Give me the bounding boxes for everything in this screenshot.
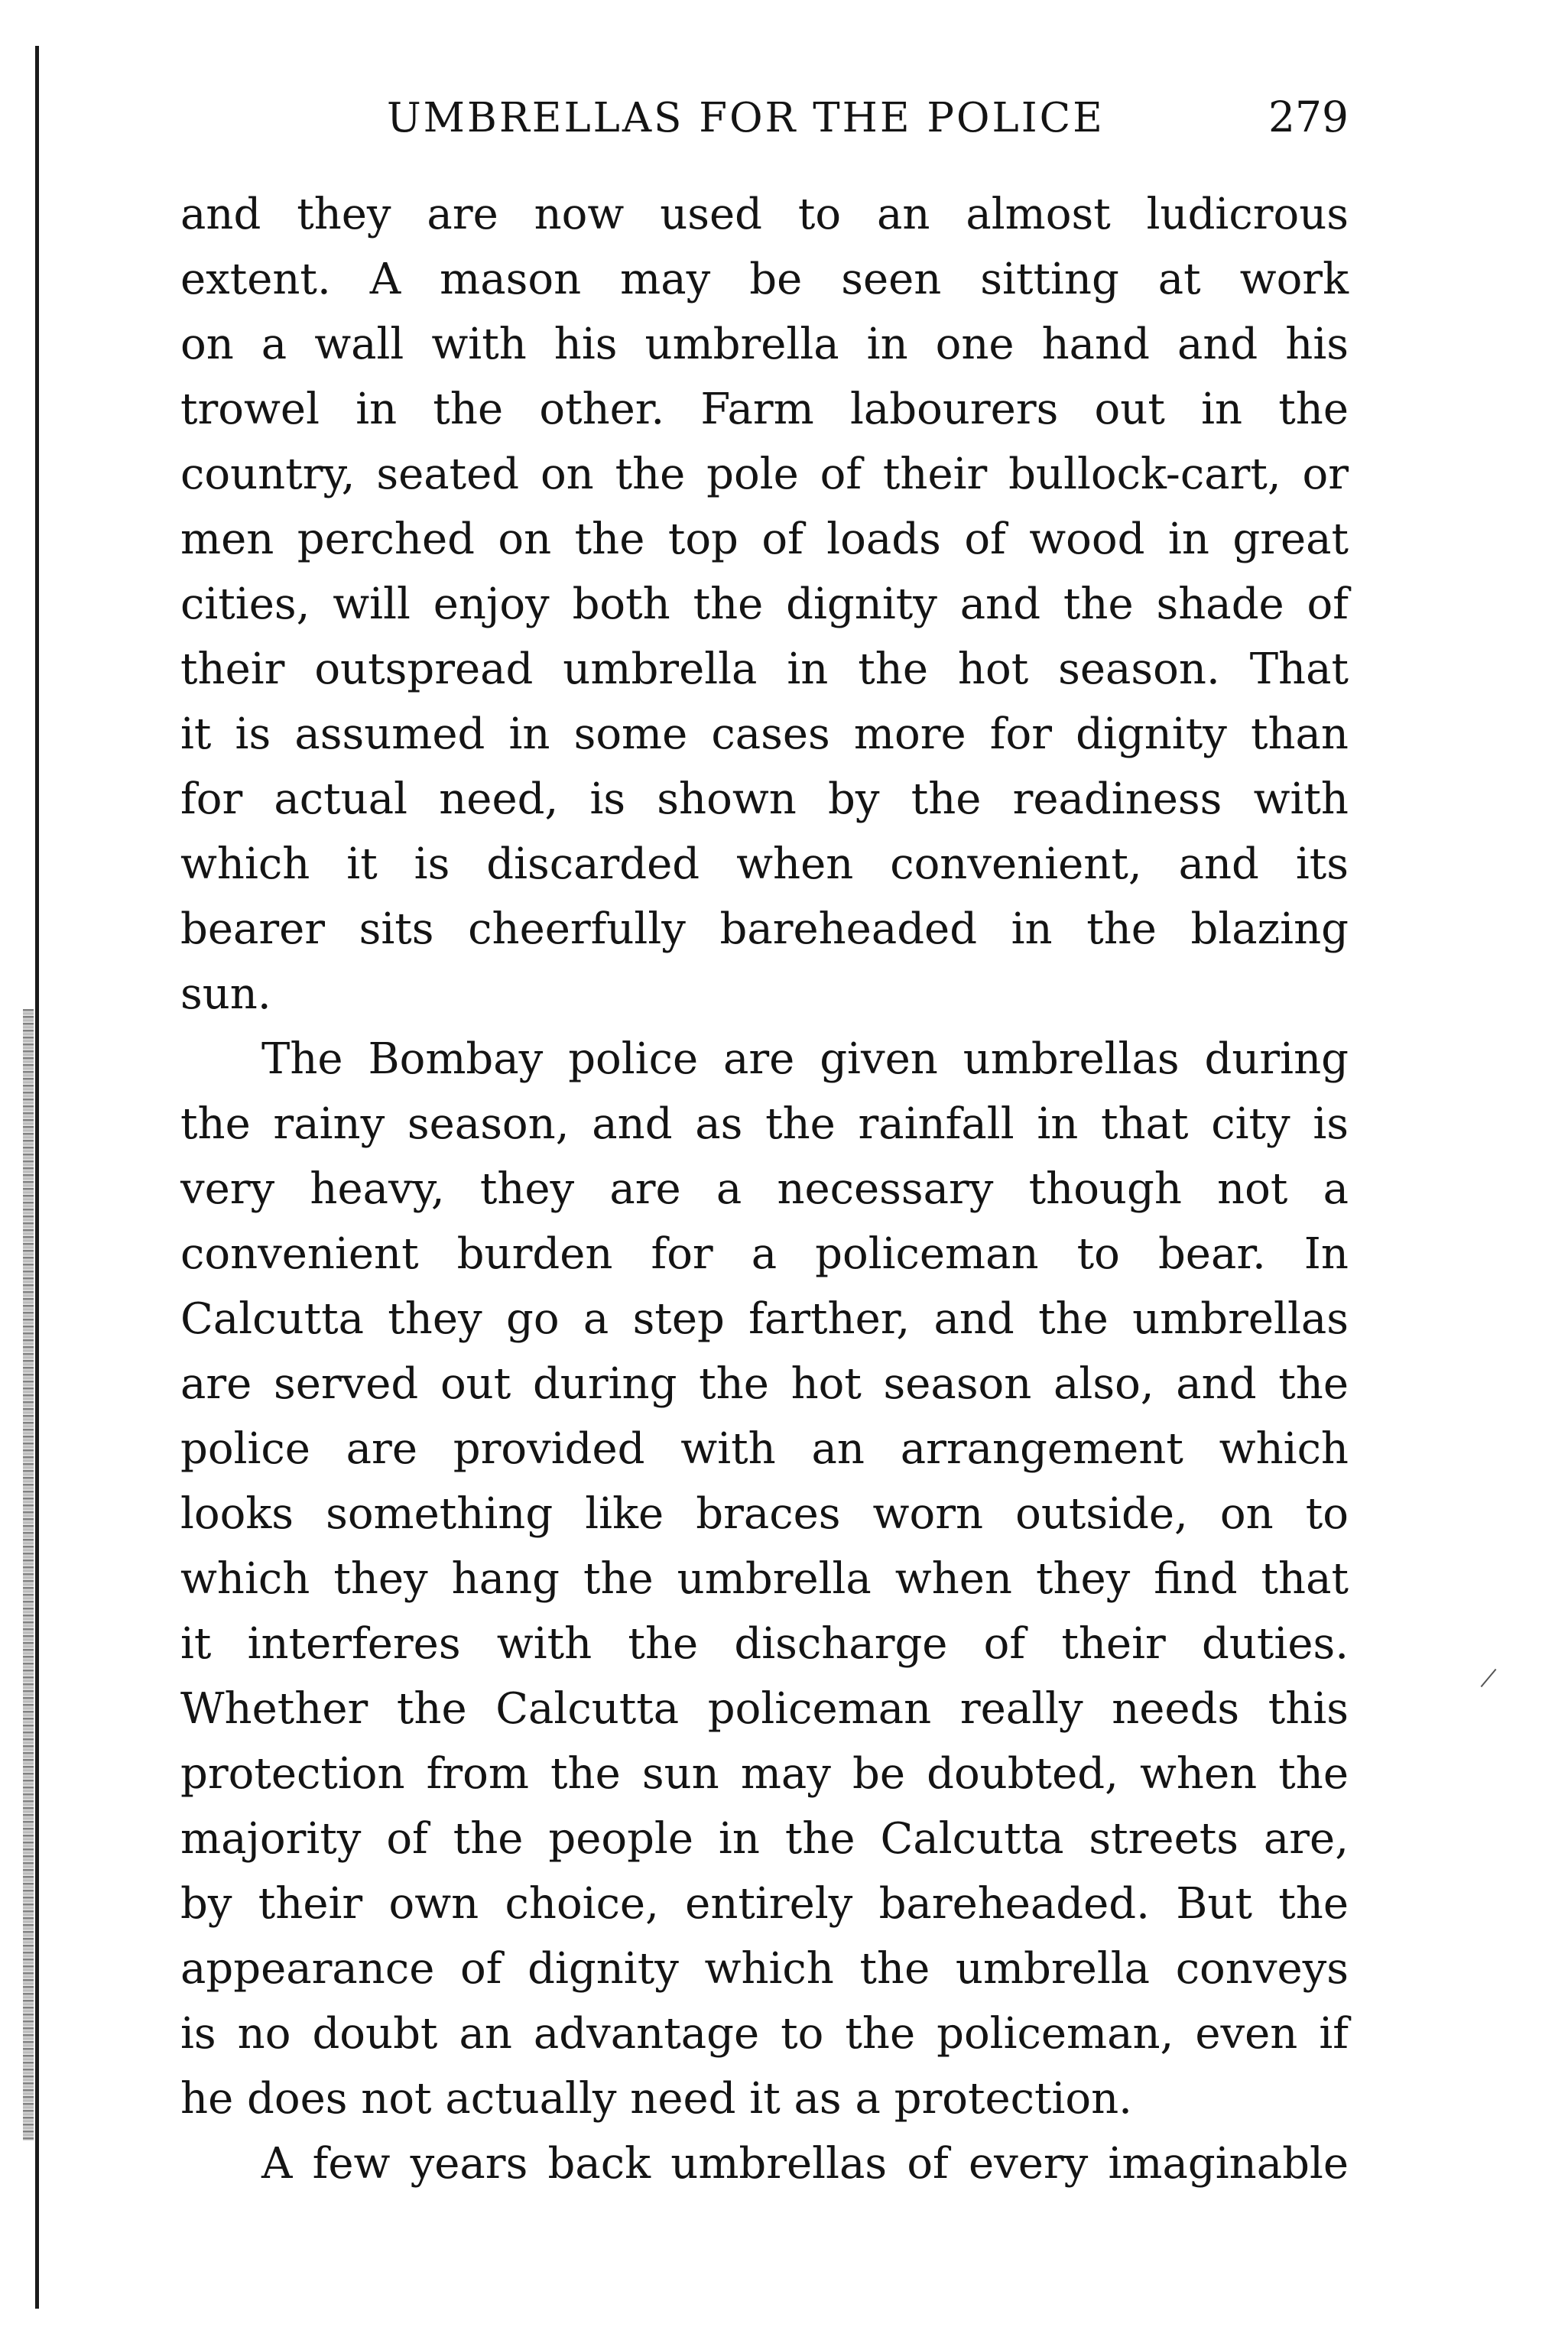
text-line: for actual need, is shown by the readiness with — [180, 774, 1349, 824]
text-line: A few years back umbrellas of every imaginable — [261, 2139, 1349, 2189]
text-line: country, seated on the pole of their bullock-cart, or — [180, 449, 1349, 499]
text-line: extent. A mason may be seen sitting at work — [180, 255, 1349, 304]
text-line: men perched on the top of loads of wood in great — [180, 514, 1349, 564]
text-line: The Bombay police are given umbrellas during — [261, 1034, 1349, 1084]
text-line: police are provided with an arrangement which — [180, 1424, 1349, 1474]
text-line: which they hang the umbrella when they find that — [180, 1554, 1349, 1604]
text-line: the rainy season, and as the rainfall in that city is — [180, 1099, 1349, 1149]
text-line: Calcutta they go a step farther, and the umbrellas — [180, 1294, 1349, 1344]
text-line: he does not actually need it as a protection. — [180, 2074, 1132, 2124]
body-text — [180, 182, 1349, 2196]
text-line: very heavy, they are a necessary though not a — [180, 1164, 1349, 1214]
text-line: it is assumed in some cases more for dignity than — [180, 709, 1349, 759]
text-line: trowel in the other. Farm labourers out in the — [180, 385, 1349, 434]
running-title: UMBRELLAS FOR THE POLICE — [387, 95, 1105, 141]
text-line: cities, will enjoy both the dignity and the shade of — [180, 579, 1349, 629]
text-line: their outspread umbrella in the hot season. That — [180, 644, 1349, 694]
binding-shadow-line — [35, 46, 39, 2309]
text-line: looks something like braces worn outside, on to — [180, 1489, 1349, 1539]
page-number: 279 — [1268, 92, 1349, 141]
text-line: are served out during the hot season also, and the — [180, 1359, 1349, 1409]
page-binding-edge — [0, 0, 46, 2327]
stray-pen-mark — [1481, 1669, 1497, 1687]
text-line: majority of the people in the Calcutta streets are, — [180, 1814, 1349, 1864]
text-line: by their own choice, entirely bareheaded. But the — [180, 1879, 1349, 1929]
binding-scan-noise — [23, 1009, 34, 2140]
text-line: protection from the sun may be doubted, when the — [180, 1749, 1349, 1799]
text-line: convenient burden for a policeman to bear. In — [180, 1229, 1349, 1279]
text-line: appearance of dignity which the umbrella conveys — [180, 1944, 1349, 1994]
text-line: it interferes with the discharge of their duties. — [180, 1619, 1349, 1669]
running-header — [180, 92, 1349, 153]
text-line: bearer sits cheerfully bareheaded in the blazing — [180, 904, 1349, 954]
text-line: on a wall with his umbrella in one hand and his — [180, 320, 1349, 369]
text-line: is no doubt an advantage to the policeman, even if — [180, 2009, 1349, 2059]
text-line: which it is discarded when convenient, and its — [180, 839, 1349, 889]
text-line: and they are now used to an almost ludicrous — [180, 190, 1349, 239]
text-line: Whether the Calcutta policeman really needs this — [180, 1684, 1349, 1734]
text-line: sun. — [180, 969, 271, 1019]
